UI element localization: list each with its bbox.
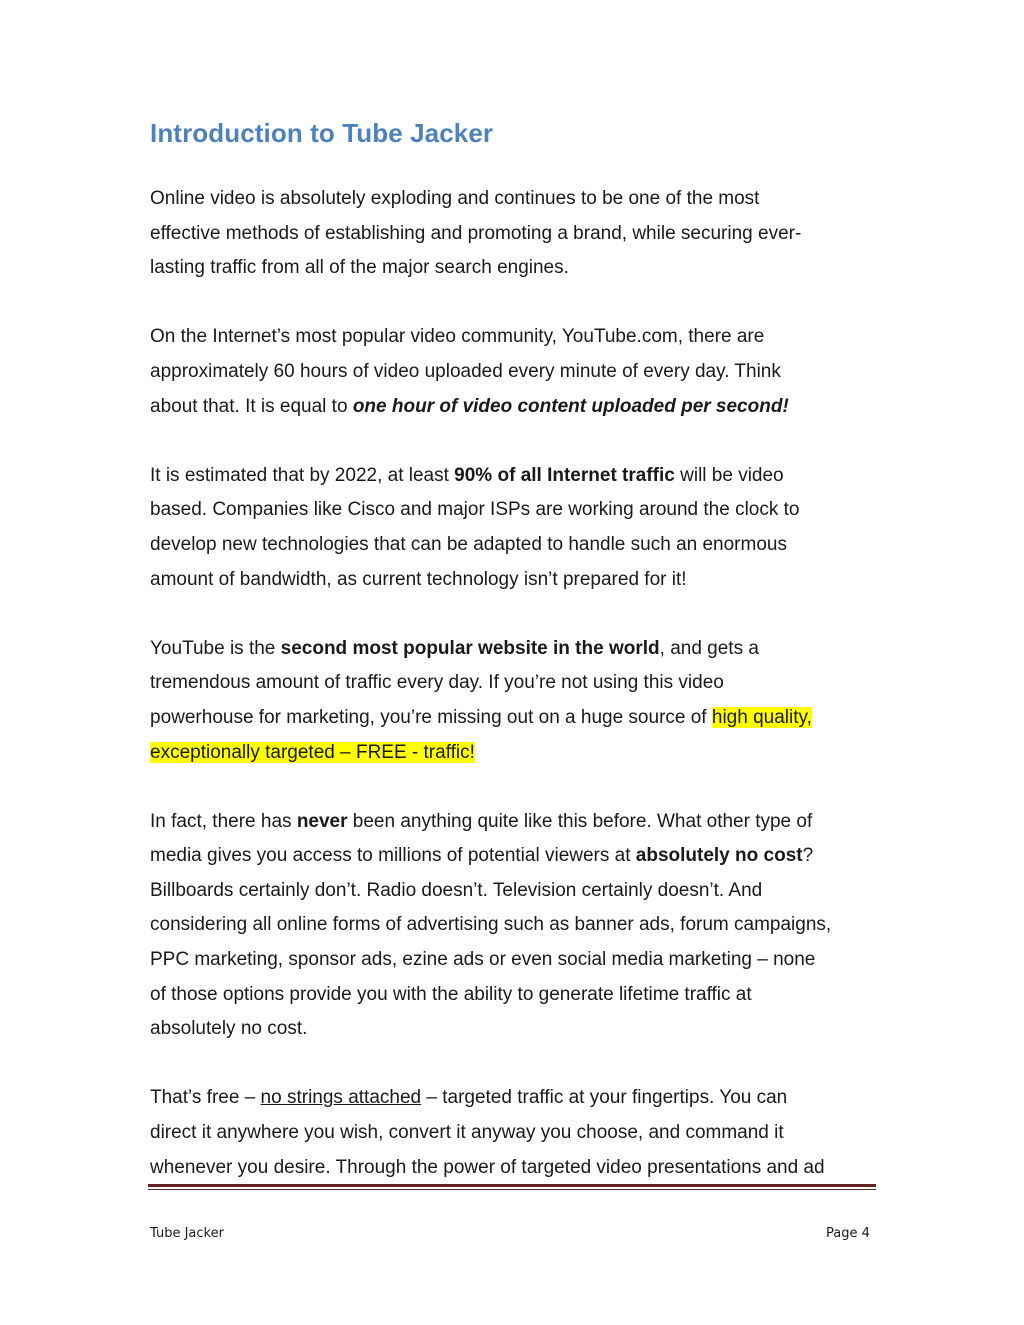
bold-text: absolutely no cost	[635, 845, 803, 867]
text-line: about that. It is equal to	[150, 395, 353, 417]
text-line: whenever you desire. Through the power of targeted video presentations and ad	[150, 1156, 825, 1178]
page-number: Page 4	[826, 1226, 870, 1241]
text-line: That’s free –	[150, 1087, 261, 1109]
footer-divider-thin	[148, 1189, 876, 1190]
text-line: been anything quite like this before. What other type of	[347, 810, 813, 832]
text-line: approximately 60 hours of video uploaded every minute of every day. Think	[150, 360, 781, 382]
text-line: Online video is absolutely exploding and continues to be one of the most	[150, 188, 760, 209]
body-text	[150, 182, 880, 1220]
paragraph-1	[150, 182, 880, 286]
text-line: absolutely no cost.	[150, 1018, 308, 1040]
text-line: It is estimated that by 2022, at least	[150, 464, 455, 486]
text-line: In fact, there has	[150, 810, 297, 832]
text-line: PPC marketing, sponsor ads, ezine ads or even social media marketing – none	[150, 949, 816, 971]
bold-text: 90% of all Internet traffic	[454, 464, 675, 486]
text-line: effective methods of establishing and promoting a brand, while securing ever-	[150, 222, 802, 244]
bold-text: second most popular website in the world	[280, 637, 660, 659]
text-line: will be video	[674, 464, 784, 486]
text-line: considering all online forms of advertising such as banner ads, forum campaigns,	[150, 914, 832, 936]
text-line: , and gets a	[659, 637, 759, 659]
text-line: develop new technologies that can be adapted to handle such an enormous	[150, 533, 787, 555]
underlined-text: no strings attached	[260, 1087, 422, 1109]
footer-divider	[148, 1184, 876, 1187]
emphasis-text: one hour of video content uploaded per second!	[352, 395, 789, 417]
text-line: based. Companies like Cisco and major ISPs are working around the clock to	[150, 499, 800, 521]
paragraph-3	[150, 459, 880, 597]
text-line: powerhouse for marketing, you’re missing out on a huge source of	[150, 706, 712, 728]
highlighted-text: high quality,	[711, 706, 812, 728]
text-line: ?	[802, 845, 814, 867]
paragraph-4	[150, 632, 880, 770]
paragraph-6	[150, 1081, 880, 1185]
footer-document-title: Tube Jacker	[150, 1226, 224, 1241]
paragraph-2	[150, 320, 880, 424]
bold-text: never	[296, 810, 348, 832]
text-line: Billboards certainly don’t. Radio doesn’t. Television certainly doesn’t. And	[150, 879, 763, 901]
text-line: lasting traffic from all of the major search engines.	[150, 257, 569, 279]
text-line: YouTube is the	[150, 637, 281, 659]
text-line: of those options provide you with the ability to generate lifetime traffic at	[150, 983, 752, 1005]
text-line: direct it anywhere you wish, convert it anyway you choose, and command it	[150, 1122, 784, 1144]
highlighted-text: exceptionally targeted – FREE - traffic!	[150, 741, 475, 763]
page-title: Introduction to Tube Jacker	[150, 118, 494, 148]
text-line: amount of bandwidth, as current technology isn’t prepared for it!	[150, 568, 687, 590]
text-line: On the Internet’s most popular video community, YouTube.com, there are	[150, 326, 765, 348]
text-line: media gives you access to millions of potential viewers at	[150, 845, 636, 867]
text-line: – targeted traffic at your fingertips. You can	[421, 1087, 788, 1109]
text-line: tremendous amount of traffic every day. If you’re not using this video	[150, 672, 724, 694]
paragraph-5	[150, 805, 880, 1047]
